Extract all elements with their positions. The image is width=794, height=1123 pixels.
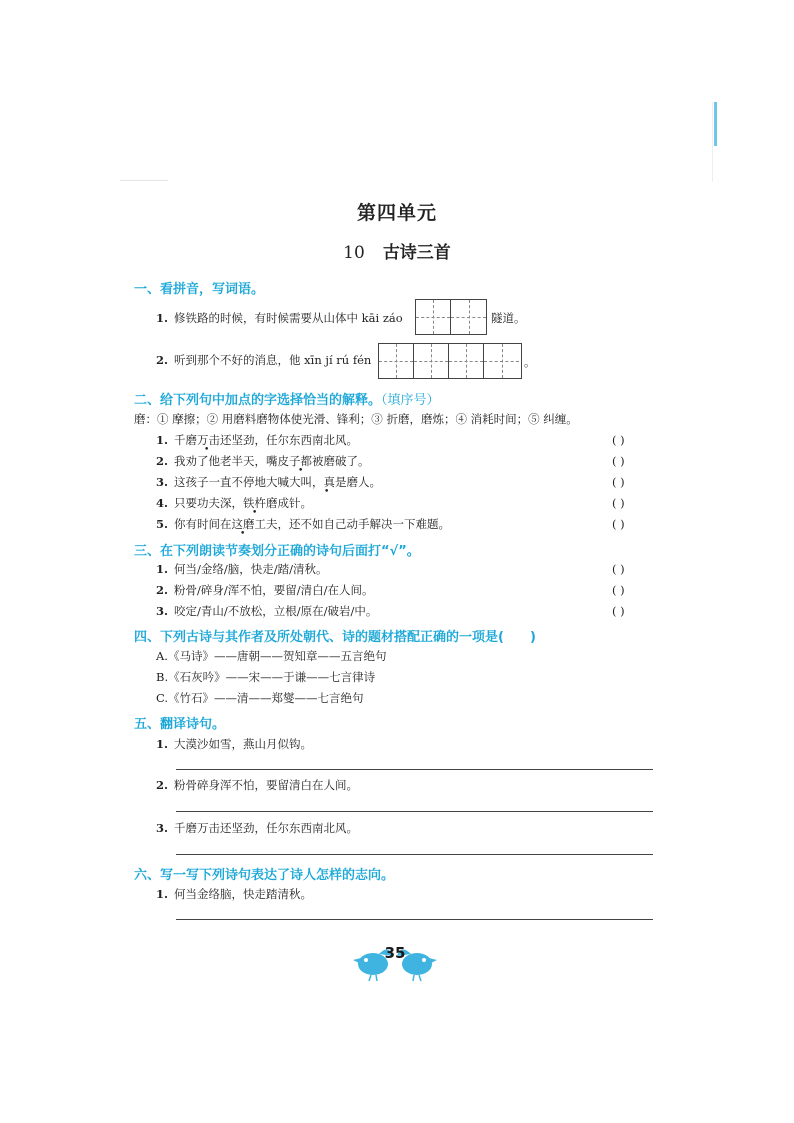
item-text: 只要功夫深，铁杵磨成针。 [174,496,313,510]
answer-paren[interactable]: ( ) [612,454,625,468]
item-number: 5. [156,517,169,531]
answer-line[interactable] [176,854,653,855]
answer-line[interactable] [176,811,653,812]
item-text: 听到那个不好的消息，他 xīn jí rú fén [174,353,372,367]
item-number: 3. [156,604,169,618]
birds-icon [349,938,441,982]
section-2-title [134,389,440,408]
section-6-title: 六、写一写下列诗句表达了诗人怎样的志向。 [134,868,395,883]
item-text: 千磨万击还坚劲，任尔东西南北风。 [174,821,359,835]
answer-grid-1[interactable] [415,299,487,335]
answer-paren[interactable]: ( ) [612,433,625,447]
s2-item-1 [156,433,358,447]
answer-paren[interactable]: ( ) [612,496,625,510]
unit-title: 第四单元 [356,202,437,224]
grid-cell[interactable] [484,344,519,378]
definition-line: 磨：① 摩擦；② 用磨料磨物体使光滑、锋利；③ 折磨，磨炼；④ 消耗时间；⑤ 纠缠。 [134,412,578,426]
grid-cell[interactable] [379,344,414,378]
s3-item-2 [156,583,374,597]
item-number: 3. [156,821,169,835]
s1-item-2-after: 。 [524,355,536,369]
grid-cell[interactable] [414,344,449,378]
s5-item-1 [156,737,312,751]
lesson-title [0,238,794,263]
s2-item-2 [156,454,370,468]
item-number: 3. [156,475,169,489]
item-number: 1. [156,737,169,751]
item-text: 粉骨/碎身/浑不怕，要留/清白/在人间。 [174,583,374,597]
emphasis-dot: • [298,466,304,476]
answer-paren[interactable]: ( ) [612,562,625,576]
s4-option-c[interactable]: C.《竹石》——清——郑燮——七言绝句 [156,691,364,705]
page-edge-tab [714,102,717,146]
lesson-name: 古诗三首 [382,243,451,263]
answer-paren[interactable]: ( ) [612,475,625,489]
s5-item-2 [156,778,358,792]
answer-paren[interactable]: ( ) [612,583,625,597]
item-number: 4. [156,496,169,510]
item-text: 千磨万击还坚劲，任尔东西南北风。 [174,433,359,447]
emphasis-dot: • [324,487,330,497]
s1-item-2 [156,353,371,367]
s3-item-1 [156,562,328,576]
s4-option-a[interactable]: A.《马诗》——唐朝——贺知章——五言绝句 [156,649,387,663]
emphasis-dot: • [204,445,210,455]
item-text: 粉骨碎身浑不怕，要留清白在人间。 [174,778,359,792]
grid-cell[interactable] [451,300,486,334]
answer-grid-2[interactable] [378,343,522,379]
section-2-title-text: 二、给下列句中加点的字选择恰当的解释。 [134,393,382,408]
item-text: 大漠沙如雪，燕山月似钩。 [174,737,313,751]
item-number: 2. [156,454,169,468]
section-2-note: （填序号） [381,393,440,408]
item-number: 2. [156,778,169,792]
item-number: 2. [156,353,169,367]
answer-paren[interactable]: ( ) [612,604,625,618]
s3-item-3 [156,604,377,618]
item-text: 何当/金络/脑，快走/踏/清秋。 [174,562,328,576]
item-number: 1. [156,887,169,901]
item-number: 1. [156,562,169,576]
item-number: 1. [156,311,169,325]
page-number: 35 [384,944,406,962]
s2-item-5 [156,517,450,531]
emphasis-dot: • [240,529,246,539]
section-5-title: 五、翻译诗句。 [134,717,226,732]
item-text: 修铁路的时候，有时候需要从山体中 kāi záo [174,311,403,325]
item-text: 咬定/青山/不放松，立根/原在/破岩/中。 [174,604,378,618]
emphasis-dot: • [252,508,258,518]
page-edge-line [712,102,713,182]
s6-item-1 [156,887,312,901]
section-3-title: 三、在下列朗读节奏划分正确的诗句后面打“√”。 [134,544,420,559]
item-number: 1. [156,433,169,447]
item-text: 何当金络脑，快走踏清秋。 [174,887,313,901]
lesson-number: 10 [343,243,365,263]
page-number-badge [349,938,441,982]
s2-item-4 [156,496,312,510]
item-text: 你有时间在这磨工夫，还不如自己动手解决一下难题。 [174,517,451,531]
s4-option-b[interactable]: B.《石灰吟》——宋——于谦——七言律诗 [156,670,376,684]
item-text: 这孩子一直不停地大喊大叫，真是磨人。 [174,475,382,489]
section-4-title: 四、下列古诗与其作者及所处朝代、诗的题材搭配正确的一项是( ) [134,630,536,645]
item-number: 2. [156,583,169,597]
s1-item-1-after: 隧道。 [491,311,526,325]
answer-paren[interactable]: ( ) [612,517,625,531]
page-divider [120,180,168,181]
s1-item-1 [156,311,403,325]
section-1-title: 一、看拼音，写词语。 [134,282,265,297]
s2-item-3 [156,475,381,489]
answer-line[interactable] [176,919,653,920]
grid-cell[interactable] [416,300,451,334]
answer-line[interactable] [176,769,653,770]
item-text: 我劝了他老半天，嘴皮子都被磨破了。 [174,454,370,468]
grid-cell[interactable] [449,344,484,378]
s5-item-3 [156,821,358,835]
